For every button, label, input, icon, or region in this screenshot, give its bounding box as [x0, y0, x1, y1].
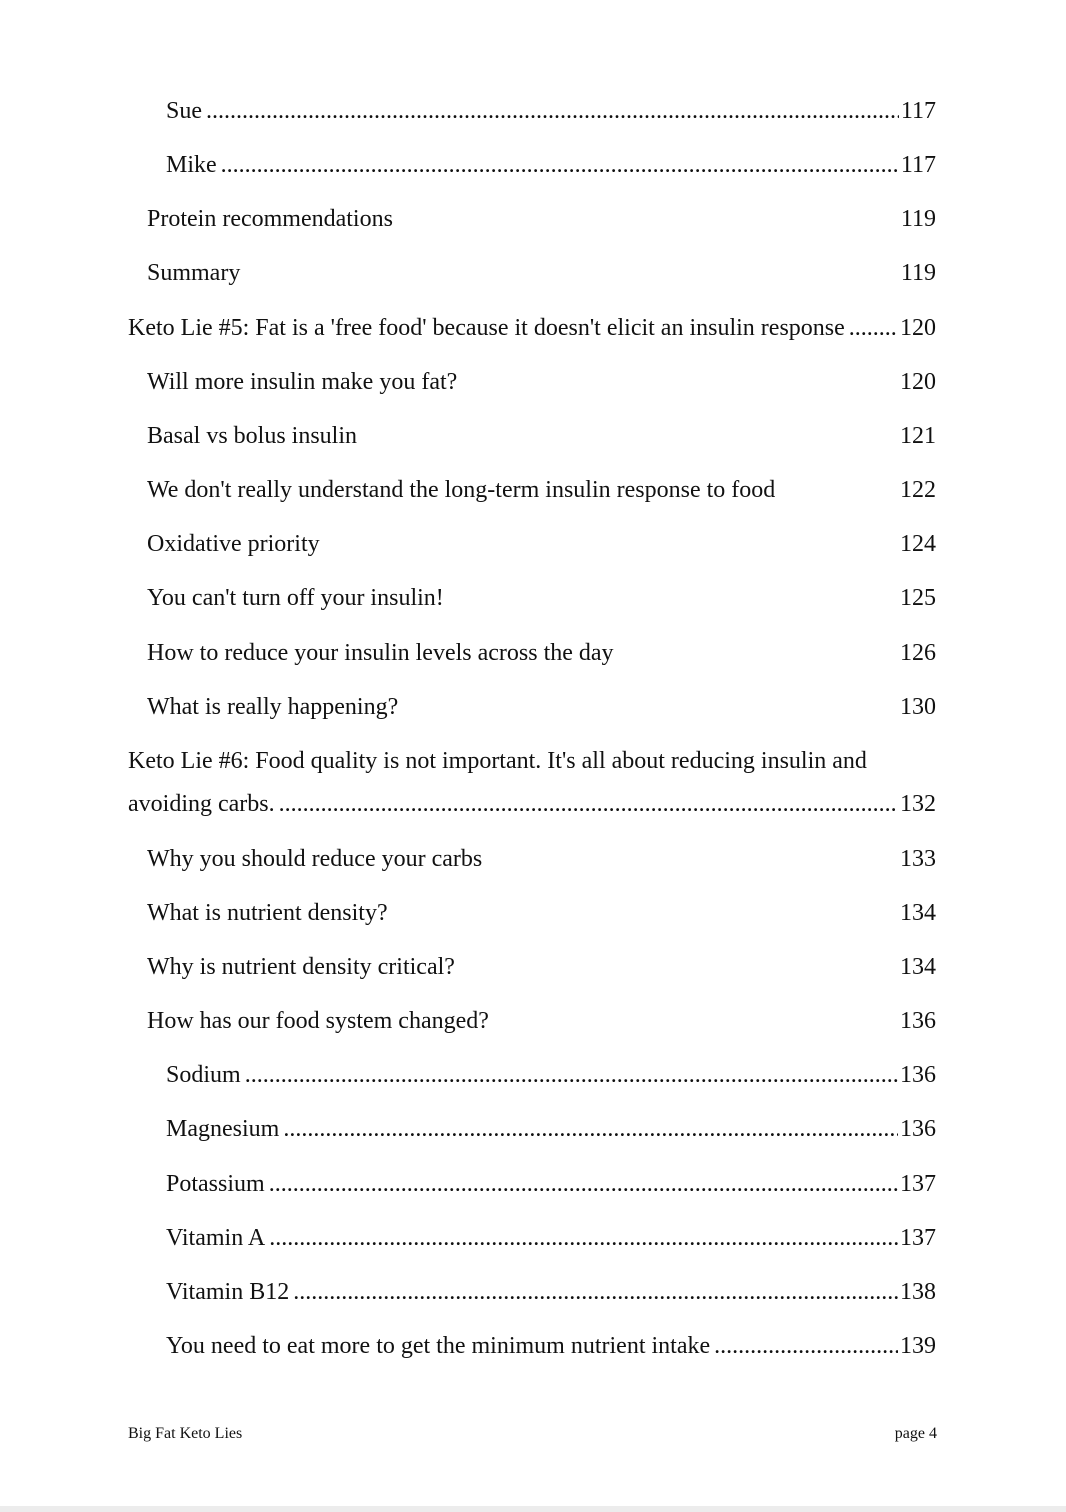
toc-entry-title: Keto Lie #5: Fat is a 'free food' because it doesn't elicit an insulin response — [128, 315, 845, 341]
toc-entry-page: 125 — [900, 585, 936, 611]
toc-entry-page: 134 — [900, 900, 936, 926]
toc-entry[interactable] — [147, 1006, 936, 1036]
toc-entry[interactable] — [147, 421, 936, 451]
dot-leader — [293, 1277, 898, 1307]
toc-entry-title: How has our food system changed? — [147, 1008, 489, 1034]
toc-entry-page: 117 — [900, 98, 936, 124]
toc-entry[interactable] — [147, 583, 936, 613]
toc-entry-page: 138 — [900, 1279, 936, 1305]
toc-entry-page: 119 — [900, 260, 936, 286]
toc-entry-page: 134 — [900, 954, 936, 980]
page-bottom-edge — [0, 1506, 1066, 1512]
toc-entry[interactable] — [166, 1331, 936, 1361]
toc-entry[interactable] — [147, 204, 936, 234]
toc-entry[interactable] — [166, 1060, 936, 1090]
toc-entry-title: Sodium — [166, 1062, 241, 1088]
toc-entry-page: 119 — [900, 206, 936, 232]
toc-entry-page: 126 — [900, 640, 936, 666]
toc-entry-title: What is really happening? — [147, 694, 399, 720]
toc-chapter-entry[interactable] — [128, 313, 936, 343]
toc-entry-page: 133 — [900, 846, 936, 872]
toc-entry[interactable] — [147, 952, 936, 982]
toc-entry[interactable] — [147, 529, 936, 559]
toc-entry-page: 139 — [900, 1333, 936, 1359]
dot-leader — [221, 150, 899, 180]
toc-entry[interactable] — [166, 1223, 936, 1253]
toc-entry-page: 136 — [900, 1062, 936, 1088]
toc-entry-title: Vitamin B12 — [166, 1279, 290, 1305]
dot-leader — [269, 1169, 898, 1199]
toc-entry[interactable] — [147, 367, 936, 397]
toc-entry[interactable] — [147, 898, 936, 928]
toc-entry-title: How to reduce your insulin levels across the day — [147, 640, 614, 666]
toc-entry-page: 130 — [900, 694, 936, 720]
toc-entry[interactable] — [147, 844, 936, 874]
toc-entry[interactable] — [147, 638, 936, 668]
dot-leader — [206, 96, 899, 126]
toc-entry-page: 137 — [900, 1171, 936, 1197]
toc-entry-title: Why you should reduce your carbs — [147, 846, 483, 872]
toc-chapter-title-line1[interactable]: Keto Lie #6: Food quality is not important. It's all about reducing insulin and — [128, 748, 867, 774]
toc-entry[interactable] — [166, 1277, 936, 1307]
dot-leader — [714, 1331, 898, 1361]
toc-entry-page: 136 — [900, 1008, 936, 1034]
toc-entry[interactable] — [147, 475, 936, 505]
toc-entry-title: avoiding carbs. — [128, 791, 275, 817]
toc-entry[interactable] — [147, 258, 936, 288]
toc-entry-page: 122 — [900, 477, 936, 503]
toc-entry[interactable] — [166, 150, 936, 180]
toc-entry-title: Vitamin A — [166, 1225, 266, 1251]
toc-entry-title: You need to eat more to get the minimum nutrient intake — [166, 1333, 711, 1359]
dot-leader — [269, 1223, 898, 1253]
toc-entry-page: 121 — [900, 423, 936, 449]
toc-entry-title: Magnesium — [166, 1116, 280, 1142]
toc-entry-page: 136 — [900, 1116, 936, 1142]
toc-entry-title: Potassium — [166, 1171, 265, 1197]
toc-entry-title: Oxidative priority — [147, 531, 320, 557]
toc-entry-page: 132 — [900, 791, 936, 817]
toc-entry-title: Basal vs bolus insulin — [147, 423, 358, 449]
dot-leader — [283, 1114, 898, 1144]
toc-entry-title: Sue — [166, 98, 202, 124]
toc-entry[interactable] — [166, 1114, 936, 1144]
toc-entry-page: 120 — [900, 315, 936, 341]
toc-entry[interactable] — [147, 692, 936, 722]
toc-entry-title: Mike — [166, 152, 217, 178]
toc-entry-title: You can't turn off your insulin! — [147, 585, 444, 611]
toc-entry-page: 137 — [900, 1225, 936, 1251]
toc-entry-title: Summary — [147, 260, 241, 286]
toc-entry-page: 120 — [900, 369, 936, 395]
toc-entry[interactable] — [166, 96, 936, 126]
toc-chapter-entry[interactable] — [128, 789, 936, 819]
toc-entry-title: Will more insulin make you fat? — [147, 369, 458, 395]
dot-leader — [245, 1060, 898, 1090]
footer-book-title: Big Fat Keto Lies — [128, 1425, 243, 1442]
footer-page-number: page 4 — [894, 1425, 937, 1442]
toc-entry-title: Why is nutrient density critical? — [147, 954, 455, 980]
toc-entry-title: We don't really understand the long-term insulin response to food — [147, 477, 776, 503]
toc-entry-page: 117 — [900, 152, 936, 178]
toc-entry-page: 124 — [900, 531, 936, 557]
dot-leader — [849, 313, 898, 343]
toc-entry-title: What is nutrient density? — [147, 900, 388, 926]
toc-entry-title: Protein recommendations — [147, 206, 393, 232]
dot-leader — [279, 789, 898, 819]
toc-entry[interactable] — [166, 1169, 936, 1199]
